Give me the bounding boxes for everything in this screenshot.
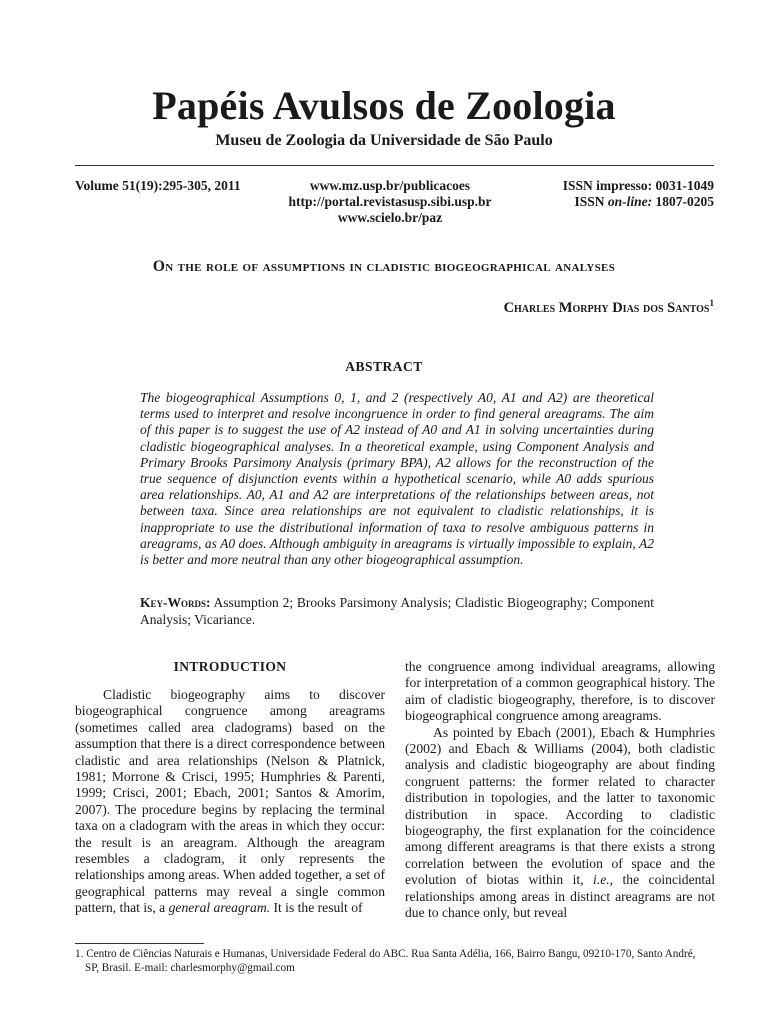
url-scielo[interactable]: www.scielo.br/paz xyxy=(337,210,443,225)
footnote-divider xyxy=(75,943,204,944)
journal-urls xyxy=(270,178,510,226)
header-divider xyxy=(75,165,714,166)
intro-paragraph-continued: the congruence among individual areagrams, allowing for interpretation of a common geographical history. The aim of cladistic biogeography, therefore, is to discover biogeographical congruence among areagrams. xyxy=(405,659,715,724)
author-name: Charles Morphy Dias dos Santos$^1$ xyxy=(503,298,714,316)
abstract-heading: ABSTRACT xyxy=(345,359,423,374)
url-portal[interactable]: http://portal.revistasusp.sibi.usp.br xyxy=(288,194,492,209)
intro-paragraph-2: As pointed by Ebach (2001), Ebach & Humphries (2002) and Ebach & Williams (2004), both cladistic analysis and cladistic biogeography are about finding congruent patterns: the former related to character distribution in topologies, and the latter to taxonomic distribution in space. According to cladistic biogeography, the first explanation for the coincidence among different areagrams is that there exists a strong correlation between the evolution of space and the evolution of biotas within it, i.e., the coincidental relationships among areas in distinct areagrams are not due to chance only, but reveal xyxy=(405,724,715,921)
issn-print: ISSN impresso: 0031-1049 xyxy=(562,178,714,193)
footnote xyxy=(75,947,715,975)
volume-info: Volume 51(19):295-305, 2011 xyxy=(75,178,241,193)
introduction-heading: INTRODUCTION xyxy=(173,659,287,674)
intro-paragraph-1: Cladistic biogeography aims to discover biogeographical congruence among areagrams (sometimes called area cladograms) based on the assumption that there is a direct correspondence between cladistic and area relationships (Nelson & Platnick, 1981; Morrone & Crisci, 1995; Humphries & Parenti, 1999; Crisci, 2001; Ebach, 2001; Santos & Amorim, 2007). The procedure begins by replacing the terminal taxa on a cladogram with the areas in which they occur: the result is an areagram. Although the areagram resembles a cladogram, it only represents the relationships among areas. When added together, a set of geographical patterns may reveal a single common pattern, that is, a general areagram. It is the result of xyxy=(75,687,385,916)
abstract-text: The biogeographical Assumptions 0, 1, and 2 (respectively A0, A1 and A2) are theoretical terms used to interpret and resolve incongruence in order to find general areagrams. The aim of this paper is to suggest the use of A2 instead of A0 and A1 in solving uncertainties during cladistic biogeographical analyses. In a theoretical example, using Component Analysis and Primary Brooks Parsimony Analysis (primary BPA), A2 allows for the reconstruction of the true sequence of disjunction events within a hypothetical scenario, while A0 adds spurious area relationships. A0, A1 and A2 are interpretations of the relationships between areas, not between taxa. Since area relationships are not equivalent to cladistic relationships, it is inappropriate to use the distributional information of taxa to resolve ambiguous patterns in areagrams, as A0 does. Although ambiguity in areagrams is virtually impossible to explain, A2 is better and more neutral than any other biogeographical assumption. xyxy=(140,390,654,568)
author-footnote-marker: 1 xyxy=(709,298,714,308)
left-column xyxy=(75,659,385,917)
right-column xyxy=(405,659,715,922)
issn-online: ISSN on-line: 1807-0205 xyxy=(574,194,714,209)
keywords xyxy=(140,595,654,628)
keywords-label: Key-Words: xyxy=(140,595,211,610)
footnote-line-1: 1. Centro de Ciências Naturais e Humanas, Universidade Federal do ABC. Rua Santa Adélia, 166, Bairro Bangu, 09210-170, Santo André, xyxy=(75,948,696,960)
article-title: On the role of assumptions in cladistic biogeographical analyses xyxy=(152,258,616,275)
institution-name: Museu de Zoologia da Universidade de São Paulo xyxy=(215,132,553,149)
url-publicacoes[interactable]: www.mz.usp.br/publicacoes xyxy=(309,178,471,193)
footnote-line-2: SP, Brasil. E-mail: charlesmorphy@gmail.com xyxy=(85,962,295,974)
keywords-list: Assumption 2; Brooks Parsimony Analysis; Cladistic Biogeography; Component Analysis; Vicariance. xyxy=(140,595,654,627)
issn-info xyxy=(563,178,714,210)
journal-title: Papéis Avulsos de Zoologia xyxy=(152,83,616,128)
